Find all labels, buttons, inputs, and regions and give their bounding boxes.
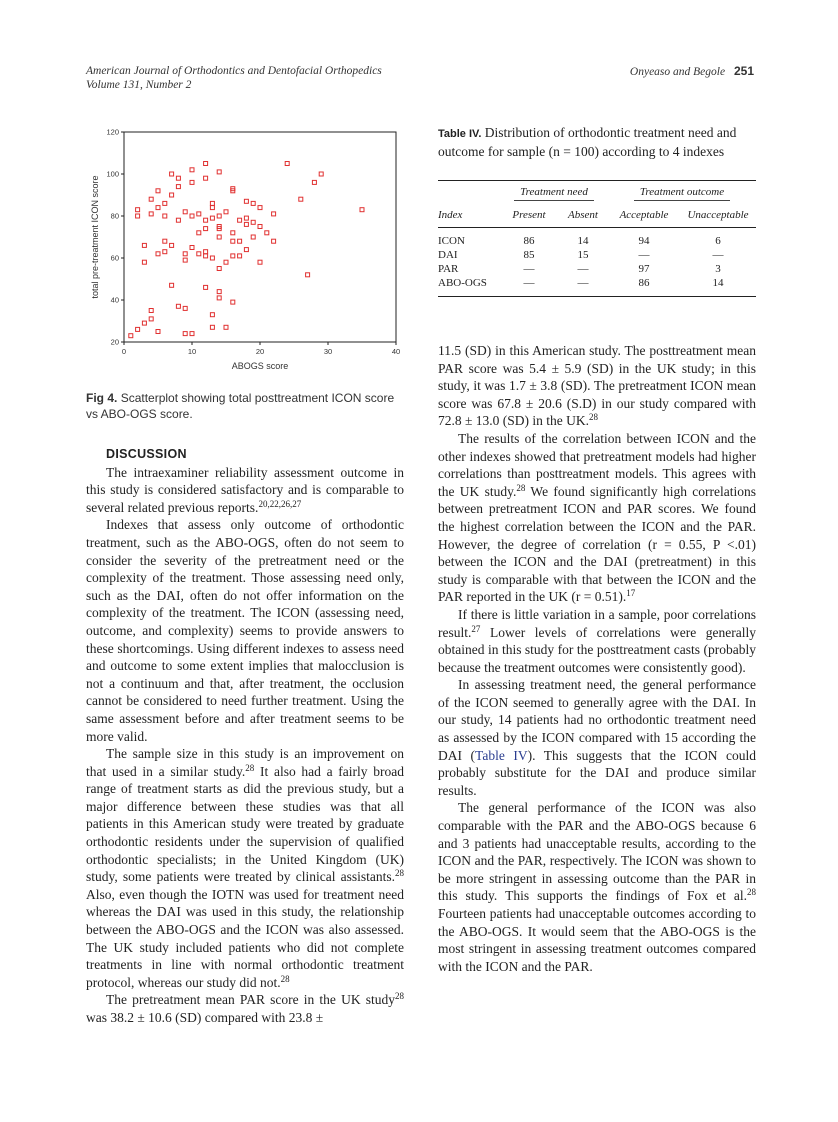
data-point bbox=[163, 250, 167, 254]
data-point bbox=[136, 327, 140, 331]
data-point bbox=[156, 252, 160, 256]
data-point bbox=[170, 243, 174, 247]
paragraph: The intraexaminer reliability assessment outcome in this study is considered satisfactory and is comparable to several related previous reports.$^{20,22,26,27}$ bbox=[86, 464, 404, 515]
citation: 28 bbox=[516, 482, 526, 493]
data-point bbox=[238, 218, 242, 222]
citation: 28 bbox=[589, 412, 599, 423]
data-point bbox=[170, 283, 174, 287]
running-header-journal bbox=[86, 64, 382, 92]
column-header: Absent bbox=[558, 203, 608, 228]
citation: 27 bbox=[471, 623, 481, 634]
data-point bbox=[258, 225, 262, 229]
data-point bbox=[149, 309, 153, 313]
data-point bbox=[136, 214, 140, 218]
data-point bbox=[204, 250, 208, 254]
data-point bbox=[204, 227, 208, 231]
data-point bbox=[251, 220, 255, 224]
table-cell: DAI bbox=[438, 249, 458, 261]
data-point bbox=[231, 254, 235, 258]
table-cell: 85 bbox=[523, 249, 535, 261]
figure-label: Fig 4. bbox=[86, 391, 118, 405]
data-point bbox=[163, 201, 167, 205]
data-point bbox=[197, 212, 201, 216]
paragraph: The sample size in this study is an improvement on that used in a similar study.$^{28}$ It also had a fairly broad range of treatment starts as did the previous study, but a major difference between these studies was that all patients in this American study were treated by graduate orthodontic residents under the supervision of qualified orthodontic specialists; in the United Kingdom (UK) study, some patients were treated by clinical assistants.$^{28}$ Also, even though the IOTN was used for treatment need whereas the DAI was used in this study, the relationship between the ABO-OGS and the ICON was also assessed. The UK study included patients who did not complete treatments in line with normal orthodontic treatment protocol, whereas our study did not.$^{28}$ bbox=[86, 746, 404, 990]
table-cell: — bbox=[523, 263, 535, 275]
figure-4 bbox=[86, 122, 406, 382]
data-point bbox=[217, 235, 221, 239]
data-point bbox=[299, 197, 303, 201]
data-point bbox=[163, 239, 167, 243]
data-point bbox=[204, 254, 208, 258]
table-cell: 15 bbox=[577, 249, 589, 261]
data-point bbox=[204, 176, 208, 180]
y-tick-label: 80 bbox=[110, 211, 119, 221]
y-tick-label: 120 bbox=[106, 127, 119, 137]
data-point bbox=[217, 296, 221, 300]
x-tick-label: 10 bbox=[187, 347, 197, 356]
paragraph: In assessing treatment need, the general performance of the ICON seemed to generally agree with the DAI. In our study, 14 patients had no orthodontic treatment need as assessed by the ICON compared with 15 according the DAI (Table IV). This suggests that the ICON could probably substitute for the DAI and produce similar results. bbox=[438, 677, 756, 798]
x-axis-label: ABOGS score bbox=[231, 361, 289, 371]
x-tick-label: 40 bbox=[391, 347, 401, 356]
column-header: Unacceptable bbox=[680, 203, 756, 228]
data-point bbox=[149, 317, 153, 321]
table-row bbox=[438, 276, 756, 297]
data-point bbox=[204, 285, 208, 289]
data-point bbox=[217, 214, 221, 218]
data-point bbox=[163, 214, 167, 218]
data-point bbox=[156, 189, 160, 193]
table-row bbox=[438, 262, 756, 276]
citation: 28 bbox=[245, 762, 255, 773]
table-cell: 86 bbox=[608, 276, 680, 297]
data-point bbox=[285, 162, 289, 166]
table-cell: — bbox=[558, 276, 608, 297]
journal-title: American Journal of Orthodontics and Dentofacial Orthopedics bbox=[86, 65, 382, 77]
paragraph: If there is little variation in a sample, poor correlations result.$^{27}$ Lower levels of correlations were generally obtained in this study for the posttreatment casts (probably because the treatment outcomes were consistently good). bbox=[438, 606, 756, 675]
x-tick-label: 30 bbox=[323, 347, 333, 356]
group-header-need: Treatment need bbox=[500, 181, 608, 204]
data-point bbox=[176, 176, 180, 180]
data-point bbox=[217, 170, 221, 174]
data-point bbox=[306, 273, 310, 277]
data-point bbox=[183, 210, 187, 214]
data-point bbox=[183, 332, 187, 336]
data-point bbox=[190, 246, 194, 250]
citation: 17 bbox=[626, 588, 636, 599]
data-point bbox=[210, 216, 214, 220]
data-point bbox=[190, 332, 194, 336]
column-header: Index bbox=[438, 203, 500, 228]
table-cell: — bbox=[500, 276, 558, 297]
data-point bbox=[231, 231, 235, 235]
data-point bbox=[197, 252, 201, 256]
data-point bbox=[170, 193, 174, 197]
data-point bbox=[190, 180, 194, 184]
data-point bbox=[197, 231, 201, 235]
table-row bbox=[438, 248, 756, 262]
data-point bbox=[142, 260, 146, 264]
table-caption bbox=[438, 124, 756, 161]
data-point bbox=[149, 197, 153, 201]
x-tick-label: 0 bbox=[121, 347, 127, 356]
data-point bbox=[156, 206, 160, 210]
data-point bbox=[258, 260, 262, 264]
section-heading: DISCUSSION bbox=[106, 447, 187, 461]
y-tick-label: 60 bbox=[110, 253, 119, 263]
data-point bbox=[224, 210, 228, 214]
data-point bbox=[129, 334, 133, 338]
data-point bbox=[231, 239, 235, 243]
data-point bbox=[319, 172, 323, 176]
citation: 20,22,26,27 bbox=[258, 498, 302, 509]
plot-frame bbox=[124, 132, 396, 342]
table-reference-link[interactable]: Table IV bbox=[475, 747, 528, 763]
journal-volume: Volume 131, Number 2 bbox=[86, 79, 192, 91]
data-point bbox=[136, 208, 140, 212]
citation: 28 bbox=[747, 887, 756, 898]
data-point bbox=[183, 252, 187, 256]
data-point bbox=[176, 185, 180, 189]
scatterplot bbox=[86, 122, 406, 382]
data-point bbox=[210, 325, 214, 329]
paragraph: Indexes that assess only outcome of orthodontic treatment, such as the ABO-OGS, often do not seem to consider the severity of the pretreatment need or the complexity of the treatment. Those assessing need only, such as the DAI, often do not offer information on the complexity of the treatment. The ICON (assessing need, outcome, and complexity) seems to provide answers to these shortcomings. Using different indexes to assess need and outcome to some extent implies that malocclusion is not a continuum and that, after treatment, the occlusion cannot be considered to need further treatment. Using the same assessment before and after treatment seems to be more valid. bbox=[86, 517, 404, 744]
data-point bbox=[190, 214, 194, 218]
data-point bbox=[238, 239, 242, 243]
data-point bbox=[170, 172, 174, 176]
data-point bbox=[176, 218, 180, 222]
table-cell: — bbox=[712, 249, 724, 261]
data-point bbox=[142, 243, 146, 247]
paragraph: 11.5 (SD) in this American study. The posttreatment mean PAR score was 5.4 ± 5.9 (SD) in the UK study; in this study, it was 1.7 ± 3.8 (SD). The pretreatment ICON mean score was 67.8 ± 20.6 (S.D) in our study compared with 72.8 ± 13.0 (SD) in the UK.$^{28}$ bbox=[438, 343, 756, 429]
table-cell: — bbox=[577, 263, 589, 275]
table-cell: — bbox=[638, 249, 650, 261]
column-header: Present bbox=[500, 203, 558, 228]
data-point bbox=[183, 258, 187, 262]
table-cell: PAR bbox=[438, 263, 459, 275]
data-point bbox=[204, 218, 208, 222]
data-point bbox=[217, 267, 221, 271]
table-row bbox=[438, 228, 756, 249]
y-tick-label: 100 bbox=[106, 169, 119, 179]
data-point bbox=[142, 321, 146, 325]
y-tick-label: 20 bbox=[110, 337, 119, 347]
data-point bbox=[244, 222, 248, 226]
data-point bbox=[251, 235, 255, 239]
data-point bbox=[244, 216, 248, 220]
data-point bbox=[156, 330, 160, 334]
citation: 28 bbox=[395, 868, 404, 879]
table-iv bbox=[438, 180, 756, 297]
y-tick-label: 40 bbox=[110, 295, 119, 305]
paragraph: The general performance of the ICON was also comparable with the PAR and the ABO-OGS because 6 and 3 patients had unacceptable results, according to the ICON and the PAR, respectively. The ICON was shown to be more stringent in assessing outcome than the PAR in this study. This supports the findings of Fox et al.$^{28}$ Fourteen patients had unacceptable outcomes according to the ABO-OGS. It would seem that the ABO-OGS is the most stringent in assessing treatment outcomes compared with the ICON and the PAR. bbox=[438, 800, 756, 974]
data-point bbox=[360, 208, 364, 212]
data-point bbox=[272, 239, 276, 243]
data-point bbox=[244, 248, 248, 252]
data-point bbox=[265, 231, 269, 235]
data-point bbox=[149, 212, 153, 216]
table-cell: 97 bbox=[638, 263, 650, 275]
group-header-outcome: Treatment outcome bbox=[608, 181, 756, 204]
data-point bbox=[231, 300, 235, 304]
data-point bbox=[210, 313, 214, 317]
data-point bbox=[217, 290, 221, 294]
figure-caption bbox=[86, 390, 406, 422]
table-cell: 6 bbox=[715, 235, 721, 247]
data-point bbox=[210, 256, 214, 260]
authors: Onyeaso and Begole bbox=[629, 66, 726, 78]
data-point bbox=[210, 206, 214, 210]
data-point bbox=[244, 199, 248, 203]
table-cell: ABO-OGS bbox=[438, 276, 500, 297]
table-cell: 94 bbox=[638, 235, 650, 247]
x-tick-label: 20 bbox=[255, 347, 265, 356]
left-column bbox=[86, 446, 404, 1027]
table-caption-text: Distribution of orthodontic treatment need and outcome for sample (n = 100) according to 4 indexes bbox=[438, 125, 737, 159]
table-cell: ICON bbox=[438, 235, 465, 247]
data-point bbox=[312, 180, 316, 184]
page-number: 251 bbox=[733, 64, 754, 78]
y-axis-label: total pre-treatment ICON score bbox=[90, 175, 100, 299]
right-column bbox=[438, 342, 756, 975]
table-cell: 14 bbox=[680, 276, 756, 297]
running-header-right bbox=[630, 64, 754, 78]
figure-caption-text: Scatterplot showing total posttreatment ICON score vs ABO-OGS score. bbox=[86, 391, 395, 421]
data-point bbox=[204, 162, 208, 166]
data-point bbox=[251, 201, 255, 205]
paragraph: The pretreatment mean PAR score in the UK study$^{28}$ was 38.2 ± 10.6 (SD) compared with 23.8 ± bbox=[86, 991, 404, 1025]
table-cell: 3 bbox=[715, 263, 721, 275]
table-label: Table IV. bbox=[438, 128, 482, 140]
paragraph: The results of the correlation between ICON and the other indexes showed that pretreatment models had higher correlations than posttreatment models. This agrees with the UK study.$^{28}$ We found significantly high correlations between pretreatment ICON and PAR scores. We found the highest correlation between the ICON and the PAR. However, the degree of correlation (r = 0.55, P <.01) between the ICON and the DAI (pretreatment) in this study is comparable with that between the ICON and the PAR reported in the UK (r = 0.51).$^{17}$ bbox=[438, 430, 756, 605]
data-point bbox=[258, 206, 262, 210]
citation: 28 bbox=[280, 973, 290, 984]
data-point bbox=[238, 254, 242, 258]
data-point bbox=[176, 304, 180, 308]
citation: 28 bbox=[395, 991, 404, 1002]
data-point bbox=[224, 325, 228, 329]
table-cell: 14 bbox=[577, 235, 589, 247]
data-point bbox=[183, 306, 187, 310]
data-point bbox=[224, 260, 228, 264]
data-point bbox=[210, 201, 214, 205]
data-point bbox=[190, 168, 194, 172]
column-header: Acceptable bbox=[608, 203, 680, 228]
data-point bbox=[272, 212, 276, 216]
table-cell: 86 bbox=[523, 235, 535, 247]
